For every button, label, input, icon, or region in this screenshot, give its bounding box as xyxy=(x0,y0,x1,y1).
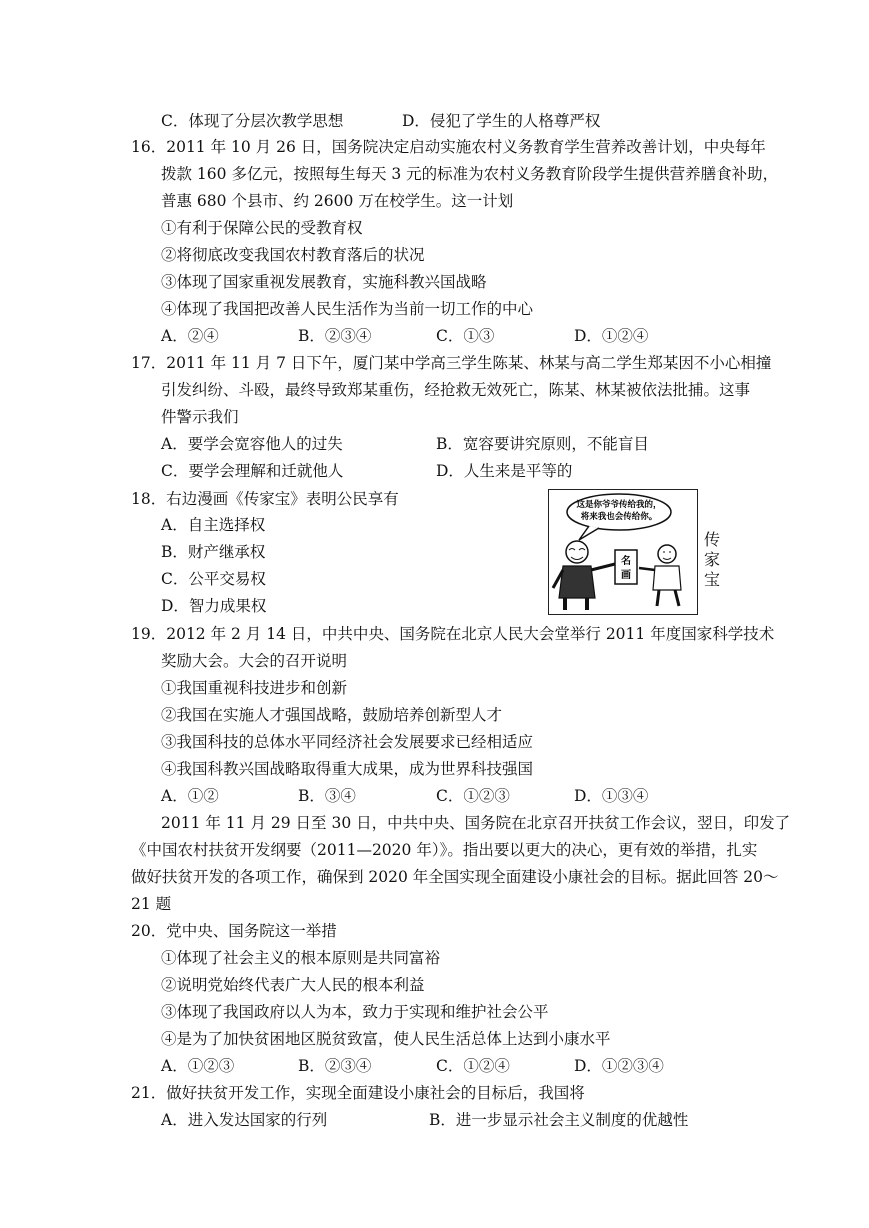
q17-option-d: D．人生来是平等的 xyxy=(436,462,573,480)
q16-item-4: ④体现了我国把改善人民生活作为当前一切工作的中心 xyxy=(161,300,534,318)
q20-item-2: ②说明党始终代表广大人民的根本利益 xyxy=(161,976,425,994)
scroll-char-2: 画 xyxy=(621,570,631,581)
q17-option-b: B．宽容要讲究原则，不能盲目 xyxy=(436,435,649,453)
q18-option-d: D．智力成果权 xyxy=(161,597,267,615)
q18-option-c: C．公平交易权 xyxy=(161,570,266,588)
cartoon-caption-char-1: 传 xyxy=(703,530,720,549)
q16-stem-line-2: 拨款 160 多亿元，按照每生每天 3 元的标准为农村义务教育阶段学生提供营养膳食补助， xyxy=(161,165,779,183)
q16-item-1: ①有利于保障公民的受教育权 xyxy=(161,219,363,237)
q16-option-b: B．②③④ xyxy=(298,327,372,345)
heirloom-cartoon xyxy=(548,489,698,615)
q21-stem: 21．做好扶贫开发工作，实现全面建设小康社会的目标后，我国将 xyxy=(131,1084,585,1102)
q20-option-d: D．①②③④ xyxy=(574,1057,664,1075)
q21-option-b: B．进一步显示社会主义制度的优越性 xyxy=(429,1111,689,1129)
q19-option-a: A．①② xyxy=(161,787,219,805)
q15-option-d: D．侵犯了学生的人格尊严权 xyxy=(402,112,601,130)
q16-item-2: ②将彻底改变我国农村教育落后的状况 xyxy=(161,246,425,264)
father-arm xyxy=(591,564,615,570)
q17-option-c: C．要学会理解和迁就他人 xyxy=(161,462,344,480)
q17-stem-line-2: 引发纠纷、斗殴，最终导致郑某重伤，经抢救无效死亡，陈某、林某被依法批捕。这事 xyxy=(161,381,751,399)
scroll-char-1: 名 xyxy=(621,556,631,567)
q20-item-4: ④是为了加快贫困地区脱贫致富，使人民生活总体上达到小康水平 xyxy=(161,1030,611,1048)
q20-item-3: ③体现了我国政府以人为本，致力于实现和维护社会公平 xyxy=(161,1003,549,1021)
q17-option-a: A．要学会宽容他人的过失 xyxy=(161,435,343,453)
q20-stem: 20．党中央、国务院这一举措 xyxy=(131,922,337,940)
passage-line-3: 做好扶贫开发的各项工作，确保到 2020 年全国实现全面建设小康社会的目标。据此回答 20～ xyxy=(131,868,779,886)
speech-line-2: 将来我也会传给你。 xyxy=(580,512,658,522)
q19-item-3: ③我国科技的总体水平同经济社会发展要求已经相适应 xyxy=(161,733,534,751)
speech-line-1: 这是你爷爷传给我的， xyxy=(576,500,662,510)
q18-stem: 18．右边漫画《传家宝》表明公民享有 xyxy=(131,490,399,508)
q19-item-4: ④我国科教兴国战略取得重大成果，成为世界科技强国 xyxy=(161,760,534,778)
q18-option-b: B．财产继承权 xyxy=(161,543,266,561)
q19-item-1: ①我国重视科技进步和创新 xyxy=(161,679,348,697)
cartoon-drawing xyxy=(549,490,696,613)
passage-line-2: 《中国农村扶贫开发纲要（2011—2020 年）》。指出要以更大的决心，更有效的举措，扎实 xyxy=(131,841,758,859)
q16-option-c: C．①③ xyxy=(436,327,495,345)
q16-item-3: ③体现了国家重视发展教育，实施科教兴国战略 xyxy=(161,273,487,291)
cartoon-caption-char-2: 家 xyxy=(703,550,720,569)
q20-option-c: C．①②④ xyxy=(436,1057,510,1075)
q17-stem-line-1: 17．2011 年 11 月 7 日下午，厦门某中学高三学生陈某、林某与高二学生郑某因不小心相撞 xyxy=(131,354,772,372)
q19-option-c: C．①②③ xyxy=(436,787,510,805)
q16-stem-line-3: 普惠 680 个县市、约 2600 万在校学生。这一计划 xyxy=(161,192,514,210)
child-head xyxy=(658,545,676,563)
q19-stem-line-2: 奖励大会。大会的召开说明 xyxy=(161,652,348,670)
q16-option-a: A．②④ xyxy=(161,327,219,345)
q15-option-c: C．体现了分层次教学思想 xyxy=(161,112,344,130)
q16-stem-line-1: 16．2011 年 10 月 26 日，国务院决定启动实施农村义务教育学生营养改善计划，中央每年 xyxy=(131,138,766,156)
q19-item-2: ②我国在实施人才强国战略，鼓励培养创新型人才 xyxy=(161,706,503,724)
q20-item-1: ①体现了社会主义的根本原则是共同富裕 xyxy=(161,949,441,967)
q17-stem-line-3: 件警示我们 xyxy=(161,408,239,426)
child-body xyxy=(653,566,681,590)
q18-option-a: A．自主选择权 xyxy=(161,516,266,534)
cartoon-caption xyxy=(703,530,721,590)
q19-stem-line-1: 19．2012 年 2 月 14 日，中共中央、国务院在北京人民大会堂举行 2011 年度国家科学技术 xyxy=(131,625,775,643)
q16-option-d: D．①②④ xyxy=(574,327,649,345)
q19-option-b: B．③④ xyxy=(298,787,356,805)
speech-bubble-tail xyxy=(579,526,599,540)
q20-option-a: A．①②③ xyxy=(161,1057,235,1075)
passage-line-1: 2011 年 11 月 29 日至 30 日，中共中央、国务院在北京召开扶贫工作会议，翌日，印发了 xyxy=(161,814,791,832)
passage-line-4: 21 题 xyxy=(131,895,172,913)
father-body xyxy=(559,566,595,598)
q21-option-a: A．进入发达国家的行列 xyxy=(161,1111,328,1129)
cartoon-caption-char-3: 宝 xyxy=(703,570,720,589)
q20-option-b: B．②③④ xyxy=(298,1057,372,1075)
q19-option-d: D．①③④ xyxy=(574,787,649,805)
